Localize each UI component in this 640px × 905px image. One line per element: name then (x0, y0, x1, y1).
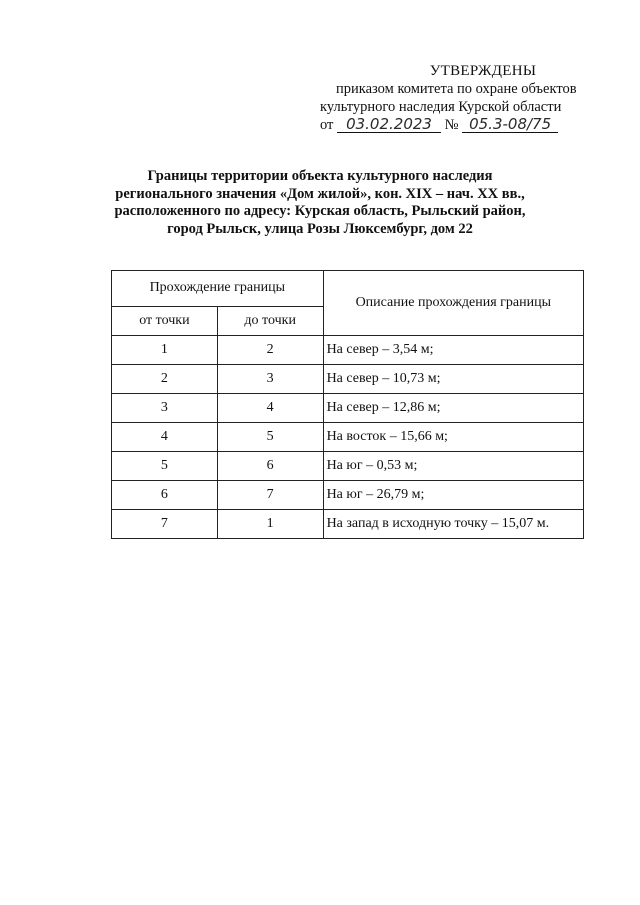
table-row (112, 510, 584, 539)
boundary-description: На север – 3,54 м; (323, 336, 583, 365)
approval-heading: УТВЕРЖДЕНЫ (429, 63, 537, 79)
approval-block (318, 62, 588, 134)
group-header: Прохождение границы (112, 271, 324, 307)
number-label: № (444, 117, 459, 133)
table-row (112, 481, 584, 510)
table-row (112, 394, 584, 423)
to-point: 2 (217, 336, 323, 365)
from-label: от (320, 117, 334, 133)
order-number: 05.3-08/75 (462, 116, 558, 133)
approval-line-2: культурного наследия Курской области (320, 99, 562, 115)
boundary-description: На север – 12,86 м; (323, 394, 583, 423)
title-line-2: регионального значения «Дом жилой», кон. XIX – нач. XX вв., (115, 185, 525, 202)
to-point: 1 (217, 510, 323, 539)
table-row (112, 336, 584, 365)
from-point: 1 (112, 336, 218, 365)
to-point: 4 (217, 394, 323, 423)
boundary-description: На запад в исходную точку – 15,07 м. (323, 510, 583, 539)
order-date: 03.02.2023 (337, 116, 441, 133)
from-point: 2 (112, 365, 218, 394)
table-row (112, 423, 584, 452)
to-point: 7 (217, 481, 323, 510)
from-point: 6 (112, 481, 218, 510)
boundary-description: На восток – 15,66 м; (323, 423, 583, 452)
from-point: 4 (112, 423, 218, 452)
to-point-header: до точки (217, 306, 323, 335)
from-point: 7 (112, 510, 218, 539)
approval-order-line (318, 116, 588, 134)
from-point: 3 (112, 394, 218, 423)
from-point: 5 (112, 452, 218, 481)
boundary-description: На юг – 0,53 м; (323, 452, 583, 481)
title-line-1: Границы территории объекта культурного наследия (147, 168, 493, 184)
table-row (112, 452, 584, 481)
to-point: 6 (217, 452, 323, 481)
title-line-3: расположенного по адресу: Курская область, Рыльский район, (114, 203, 526, 219)
boundary-description: На юг – 26,79 м; (323, 481, 583, 510)
description-header: Описание прохождения границы (323, 271, 583, 336)
document-title (100, 168, 540, 238)
to-point: 5 (217, 423, 323, 452)
boundary-description: На север – 10,73 м; (323, 365, 583, 394)
table-row (112, 365, 584, 394)
title-line-4: город Рыльск, улица Розы Люксембург, дом 22 (167, 220, 473, 237)
to-point: 3 (217, 365, 323, 394)
from-point-header: от точки (112, 306, 218, 335)
boundary-table (111, 270, 584, 539)
approval-line-1: приказом комитета по охране объектов (336, 81, 577, 97)
